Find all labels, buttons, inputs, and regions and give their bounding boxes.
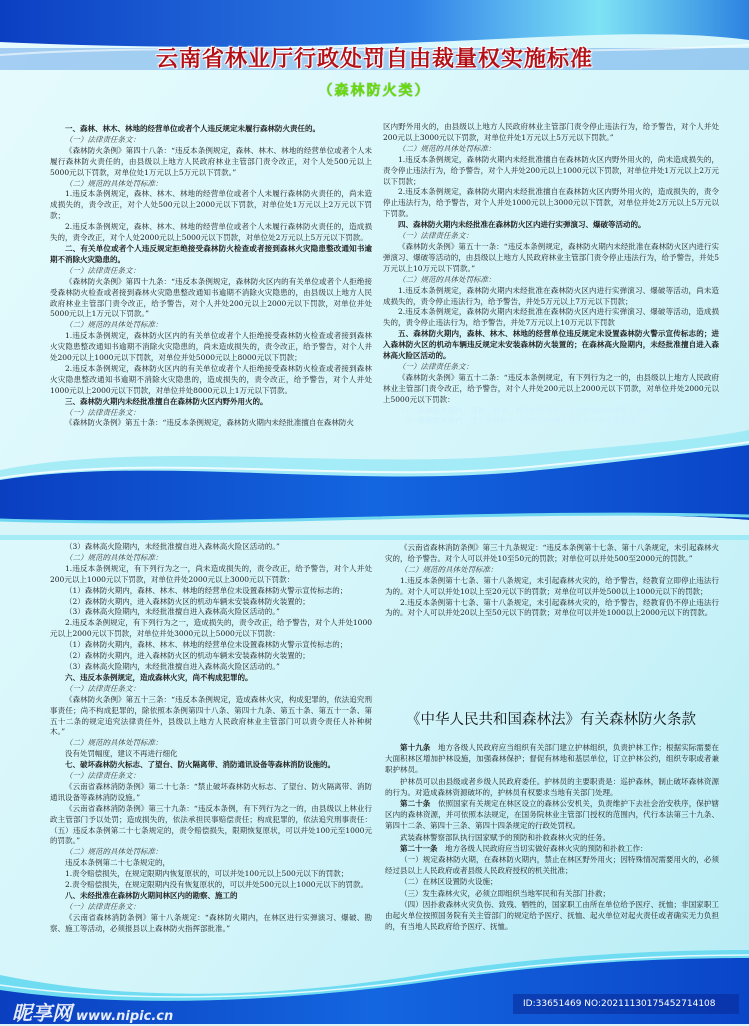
paragraph [50, 607, 372, 618]
subsection-label [50, 179, 372, 190]
paragraph [383, 373, 719, 406]
paragraph-text: 依照国家有关规定在林区设立的森林公安机关，负责维护下去社会治安秩序，保护辖区内的森林资源，并可依照本法规定，在国务院林业主管部门授权的范围内，代行本法第三十九条、第四十二条、第四十三条、第四十四条规定的行政处罚权。 [385, 799, 719, 831]
paragraph-text: 《云南省森林消防条例》第二十七条：“禁止破坏森林防火标志、了望台、防火隔离带、消防通讯设备等森林消防设施。” [50, 781, 372, 802]
paragraph [50, 651, 372, 662]
paragraph-text: 五、森林防火期内，森林、林木、林地的经营单位违反规定未设置森林防火警示宣传标志的；进入森林防火区的机动车辆违反规定未安装森林防火装置的；在森林高火险期内，未经批准擅自进入森林高火险区活动的。 [383, 329, 719, 361]
paragraph-text: 《森林防火条例》第五十一条：“违反本条例规定，森林防火期内未经批准在森林防火区内进行实弹演习、爆破等活动的，由县级以上地方人民政府林业主管部门责令停止违法行为，给予警告，并处5万元以上10万元以下罚款。” [383, 241, 719, 273]
subsection-label [50, 847, 372, 858]
paragraph-text: 《森林防火条例》第五十二条：“违反本条例规定，有下列行为之一的，由县级以上地方人民政府林业主管部门责令改正，给予警告，对个人并处200元以上2000元以下罚款，对单位并处2000元以上5000元以下罚款： [383, 372, 719, 404]
paragraph [50, 662, 372, 673]
paragraph-text: 四、森林防火期内未经批准在森林防火区内进行实弹演习、爆破等活动的。 [398, 220, 646, 230]
paragraph-text: 2.责令赔偿损失，在规定限期内没有恢复原状的，可以并处500元以上1000元以下的罚款。 [65, 880, 369, 890]
paragraph-text: （一）法律责任条文： [65, 901, 140, 911]
paragraph-text: 《森林防火条例》第四十九条：“违反本条例规定，森林防火区内的有关单位或者个人拒绝接受森林防火检查或者接到森林火灾隐患整改通知书逾期不消除火灾隐患的，由县级以上地方人民政府林业主管部门责令改正，给予警告，对个人并处200元以上2000元以下罚款，对单位并处5000元以上1万元以下罚款。” [50, 276, 372, 319]
paragraph [385, 899, 719, 933]
paragraph-text: （二）在林区设置防火设施； [400, 877, 498, 887]
paragraph-text: （一）法律责任条文： [65, 771, 140, 781]
paragraph [383, 187, 719, 220]
paragraph-text: （二）规范的具体处罚标准： [398, 143, 496, 153]
paragraph [385, 843, 719, 854]
paragraph-text: 2.违反本条例规定，森林防火区内的有关单位或者个人拒绝接受森林防火检查或者接到森林火灾隐患整改通知书逾期不消除火灾隐患的，造成损失的，责令改正，给予警告，对个人并处1000元以上2000元以下罚款，对单位并处8000元以上1万元以下罚款。 [50, 363, 372, 395]
subsection-label [50, 266, 372, 277]
paragraph-text: （2）森林防火期内，进入森林防火区的机动车辆未安装森林防火装置的； [65, 596, 310, 606]
paragraph-text: （3）森林高火险期内，未经批准擅自进入森林高火险区活动的。” [65, 607, 280, 617]
paragraph-text: 七、破坏森林防火标志、了望台、防火隔离带、消防通讯设备等森林消防设施的。 [65, 760, 335, 770]
paragraph-text: （二）规范的具体处罚标准： [65, 738, 163, 748]
paragraph-text: 《云南省森林消防条例》第三十九条：“违反本条例，有下列行为之一的，由县级以上林业行政主管部门予以处罚；造成损失的，依法承担民事赔偿责任；构成犯罪的，依法追究刑事责任：（五）违反本条例第二十七条规定的，责令赔偿损失，限期恢复原状，可以并处100元至1000元的罚款。” [50, 803, 372, 846]
paragraph [50, 869, 372, 880]
paragraph-text: （一）法律责任条文： [65, 134, 140, 144]
section-heading [383, 220, 719, 231]
article-number: 第二十条 [400, 799, 431, 809]
section-heading [50, 397, 372, 408]
forest-law-section-title: 《中华人民共和国森林法》有关森林防火条款 [406, 712, 696, 728]
paragraph-text: （一）法律责任条文： [398, 361, 473, 371]
subsection-label [50, 408, 372, 419]
paragraph-text: 1.违反本条例规定，森林防火期内未经批准擅自在森林防火区内野外用火的，尚未造成损失的，责令停止违法行为，给予警告，对个人并处200元以上1000元以下罚款，对单位并处1万元以上2万元以下罚款； [383, 154, 719, 186]
paragraph-text: （三）发生森林火灾，必须立即组织当地军民和有关部门扑救； [400, 888, 610, 898]
article-number: 第二十一条 [400, 843, 438, 853]
paragraph-text: 区内野外用火的，由县级以上地方人民政府林业主管部门责令停止违法行为，给予警告，对个人并处200元以上3000元以下罚款，对单位并处1万元以上5万元以下罚款。” [383, 122, 719, 142]
paragraph [383, 122, 719, 144]
paragraph-text: 三、森林防火期内未经批准擅自在森林防火区内野外用火的。 [65, 396, 268, 406]
article-number: 第十九条 [400, 743, 431, 752]
paragraph [50, 364, 372, 397]
paragraph [50, 640, 372, 651]
paragraph-text: （二）规范的具体处罚标准： [65, 847, 163, 857]
paragraph-text: （2）森林防火期内，进入森林防火区的机动车辆未安装森林防火装置的； [398, 416, 643, 426]
paragraph [385, 543, 719, 565]
paragraph [50, 749, 372, 760]
subsection-label [50, 320, 372, 331]
paragraph [383, 155, 719, 188]
bottom-left-column [50, 542, 372, 935]
section-heading [50, 124, 372, 135]
paragraph-text: （一）法律责任条文： [398, 231, 473, 241]
page-subtitle: （森林防火类） [318, 83, 431, 99]
section-heading [50, 244, 372, 266]
paragraph-text: 1.违反本条例规定，有下列行为之一，尚未造成损失的，责令改正，给予警告，对个人并处200元以上1000元以下罚款，对单位并处2000元以上3000元以下罚款： [50, 563, 372, 584]
subsection-label [383, 362, 719, 373]
paragraph [50, 418, 372, 429]
paragraph [50, 858, 372, 869]
section-heading [50, 891, 372, 902]
paragraph [385, 876, 719, 887]
subsection-label [383, 231, 719, 242]
paragraph [50, 277, 372, 321]
page-title: 云南省林业厅行政处罚自由裁量权实施标准 [155, 47, 593, 72]
paragraph [383, 406, 719, 417]
paragraph [50, 189, 372, 222]
paragraph-text: （一）规定森林防火期，在森林防火期内，禁止在林区野外用火；因特殊情况需要用火的，必须经过县以上人民政府或者县级人民政府授权的机关批准； [385, 855, 719, 876]
paragraph-text: （1）森林防火期内，森林、林木、林地的经营单位未设置森林防火警示宣传标志的； [65, 585, 348, 595]
paragraph-text: （3）森林高火险期内，未经批准擅自进入森林高火险区活动的。” [65, 661, 280, 671]
paragraph [385, 832, 719, 843]
paragraph-text: （一）法律责任条文： [65, 683, 140, 693]
paragraph [50, 331, 372, 364]
paragraph-text: 八、未经批准在森林防火期间林区内的勘察、施工的 [65, 891, 238, 900]
subsection-label [50, 684, 372, 695]
paragraph [50, 880, 372, 891]
paragraph [385, 776, 719, 798]
watermark-logo [12, 997, 173, 1026]
paragraph [50, 804, 372, 848]
paragraph [50, 913, 372, 935]
paragraph-text: 《森林防火条例》第五十条：“违反本条例规定，森林防火期内未经批准擅自在森林防火 [65, 418, 354, 428]
paragraph [50, 597, 372, 608]
paragraph [50, 586, 372, 597]
section-heading [50, 673, 372, 684]
subsection-label [50, 902, 372, 913]
paragraph-text: （1）森林防火期内，森林、林木、林地的经营单位未设置森林防火警示宣传标志的； [398, 405, 681, 415]
section-heading [50, 760, 372, 771]
paragraph-text: （二）规范的具体处罚标准： [65, 178, 163, 188]
paragraph-text: 《云南省森林消防条例》第三十九条规定：“违反本条例第十七条、第十八条规定，未引起森林火灾的，给予警告。对个人可以并处10至50元的罚款；对单位可以并处500至2000元的罚款。” [385, 543, 719, 563]
paragraph-text: （二）规范的具体处罚标准： [400, 564, 498, 574]
paragraph [385, 576, 719, 598]
paragraph-text: 2.违反本条例规定，森林防火期内未经批准在森林防火区内进行实弹演习、爆破等活动，造成损失的，责令停止违法行为，给予警告，并处7万元以上10万元以下罚款 [383, 307, 719, 328]
paragraph-text: 2.违反本条例规定，有下列行为之一，造成损失的，责令改正，给予警告，对个人并处1000元以上2000元以下罚款，对单位并处3000元以上5000元以下罚款： [50, 618, 372, 639]
paragraph-text: 《云南省森林消防条例》第十八条规定：“森林防火期内，在林区进行实弹演习、爆破、勘察、施工等活动，必须报县以上森林防火指挥部批准。” [50, 912, 372, 933]
paragraph [50, 782, 372, 804]
subsection-label [50, 771, 372, 782]
paragraph [385, 742, 719, 776]
subsection-label [383, 144, 719, 155]
paragraph-text: 地方各级人民政府应当组织有关部门建立护林组织，负责护林工作；根据实际需要在大面积林区增加护林设施，加强森林保护；督促有林地和基层单位，订立护林公约，组织专职或者兼职护林员。 [385, 743, 719, 775]
paragraph-text: （二）规范的具体处罚标准： [398, 274, 496, 284]
paragraph-text: 没有处罚幅度，建议不再进行细化 [65, 749, 178, 759]
top-left-column [50, 124, 372, 429]
watermark-logo-text: 昵享网 [12, 1001, 72, 1025]
paragraph [383, 242, 719, 275]
paragraph-text: 一、森林、林木、林地的经营单位或者个人违反规定未履行森林防火责任的。 [65, 124, 320, 133]
paragraph-text: （2）森林防火期内，进入森林防火区的机动车辆未安装森林防火装置的； [65, 651, 310, 661]
paragraph [50, 695, 372, 739]
paragraph-text: 1.责令赔偿损失，在规定限期内恢复原状的，可以并处100元以上500元以下的罚款； [65, 869, 349, 879]
paragraph-text: 1.违反本条例规定，森林防火区内的有关单位或者个人拒绝接受森林防火检查或者接到森林火灾隐患整改通知书逾期不消除火灾隐患的，尚未造成损失的，责令改正，给予警告，对个人并处200元以上1000元以下罚款，对单位并处5000元以上8000元以下罚款； [50, 331, 372, 363]
paragraph [385, 888, 719, 899]
paragraph-text: 护林员可以由县级或者乡级人民政府委任。护林员的主要职责是：巡护森林，制止破坏森林资源的行为。对造成森林资源破坏的，护林员有权要求当地有关部门处理。 [385, 776, 719, 797]
image-id-label: ID:33651469 NO:20211130175452714108 [513, 994, 739, 1014]
subsection-label [50, 553, 372, 564]
paragraph-text: 2.违反本条例第十七条、第十八条规定，未引起森林火灾的，给予警告，经教育仍不停止违法行为的。对个人可以并处20以上至50元以下的罚款；对单位可以并处1000以上2000元以下的罚款。 [385, 597, 719, 618]
paragraph-text: （二）规范的具体处罚标准： [65, 320, 163, 330]
paragraph [50, 222, 372, 244]
section-heading [383, 329, 719, 362]
paragraph [50, 618, 372, 640]
paragraph-text: 二、有关单位或者个人违反规定拒绝接受森林防火检查或者接到森林火灾隐患整改通知书逾期不消除火灾隐患的。 [50, 243, 372, 264]
paragraph-text: （一）法律责任条文： [65, 265, 140, 275]
paragraph-text: 1.违反本条例第十七条、第十八条规定，未引起森林火灾的，给予警告，经教育立即停止违法行为的。对个人可以并处10以上至20元以下的罚款；对单位可以并处500以上1000元以下的罚款； [385, 575, 719, 596]
subsection-label [385, 565, 719, 576]
paragraph [385, 598, 719, 620]
paragraph-text: 六、违反本条例规定，造成森林火灾，尚不构成犯罪的。 [65, 672, 253, 682]
paragraph-text: 武装森林警察部队执行国家赋予的预防和扑救森林火灾的任务。 [400, 832, 610, 842]
paragraph-text: 《森林防火条例》第四十八条：“违反本条例规定，森林、林木、林地的经营单位或者个人未履行森林防火责任的，由县级以上地方人民政府林业主管部门责令改正，对个人处500元以上5000元以下罚款，对单位处1万元以上5万元以下罚款。” [50, 145, 372, 177]
paragraph [50, 542, 372, 553]
paragraph-text: （二）规范的具体处罚标准： [65, 552, 163, 562]
forest-law-column [385, 742, 719, 932]
paragraph-text: 2.违反本条例规定，森林防火期内未经批准擅自在森林防火区内野外用火的，造成损失的，责令停止违法行为，给予警告，对个人并处1000元以上3000元以下罚款，对单位并处2万元以上5万元以下罚款。 [383, 187, 719, 219]
paragraph-text: 2.违反本条例规定，森林、林木、林地的经营单位或者个人未履行森林防火责任的，造成损失的，责令改正，对个人处2000元以上5000元以下罚款，对单位处2万元以上5万元以下罚款。 [50, 222, 372, 243]
paragraph-text: 1.违反本条例规定，森林防火期内未经批准在森林防火区内进行实弹演习、爆破等活动，尚未造成损失的，责令停止违法行为，给予警告，并处5万元以上7万元以下罚款； [383, 285, 719, 306]
paragraph [383, 286, 719, 308]
paragraph [50, 564, 372, 586]
subsection-label [50, 738, 372, 749]
paragraph-text: （四）因扑救森林火灾负伤、致残、牺牲的，国家职工由所在单位给予医疗、抚恤；非国家职工由起火单位按照国务院有关主管部门的规定给予医疗、抚恤、起火单位对起火责任或者确实无力负担的，有当地人民政府给予医疗、抚恤。 [385, 899, 719, 932]
watermark-url: www.nipic.cn [76, 1009, 174, 1024]
paragraph-text: 违反本条例第二十七条规定的， [65, 858, 170, 868]
top-right-column [383, 122, 719, 427]
paragraph [50, 146, 372, 179]
subsection-label [383, 275, 719, 286]
paragraph-text: （1）森林防火期内，森林、林木、林地的经营单位未设置森林防火警示宣传标志的； [65, 640, 348, 650]
paragraph-text: 《森林防火条例》第五十三条：“违反本条例规定，造成森林火灾，构成犯罪的，依法追究刑事责任；尚不构成犯罪的，除依照本条例第四十八条、第四十九条、第五十条、第五十一条、第五十二条的规定追究法律责任外，县级以上地方人民政府林业主管部门可以责令责任人补种树木。” [50, 694, 372, 737]
bottom-right-column [385, 543, 719, 619]
subsection-label [50, 135, 372, 146]
paragraph [385, 854, 719, 876]
paragraph-text: （3）森林高火险期内，未经批准擅自进入森林高火险区活动的。” [65, 542, 280, 551]
paragraph [383, 307, 719, 329]
paragraph-text: 1.违反本条例规定，森林、林木、林地的经营单位或者个人未履行森林防火责任的，尚未造成损失的，责令改正，对个人处500元以上2000元以下罚款，对单位处1万元以上2万元以下罚款； [50, 189, 372, 221]
paragraph [385, 798, 719, 832]
paragraph-text: 地方各级人民政府应当切实做好森林火灾的预防和扑救工作： [437, 843, 648, 853]
paragraph [383, 416, 719, 427]
paragraph-text: （一）法律责任条文： [65, 407, 140, 417]
